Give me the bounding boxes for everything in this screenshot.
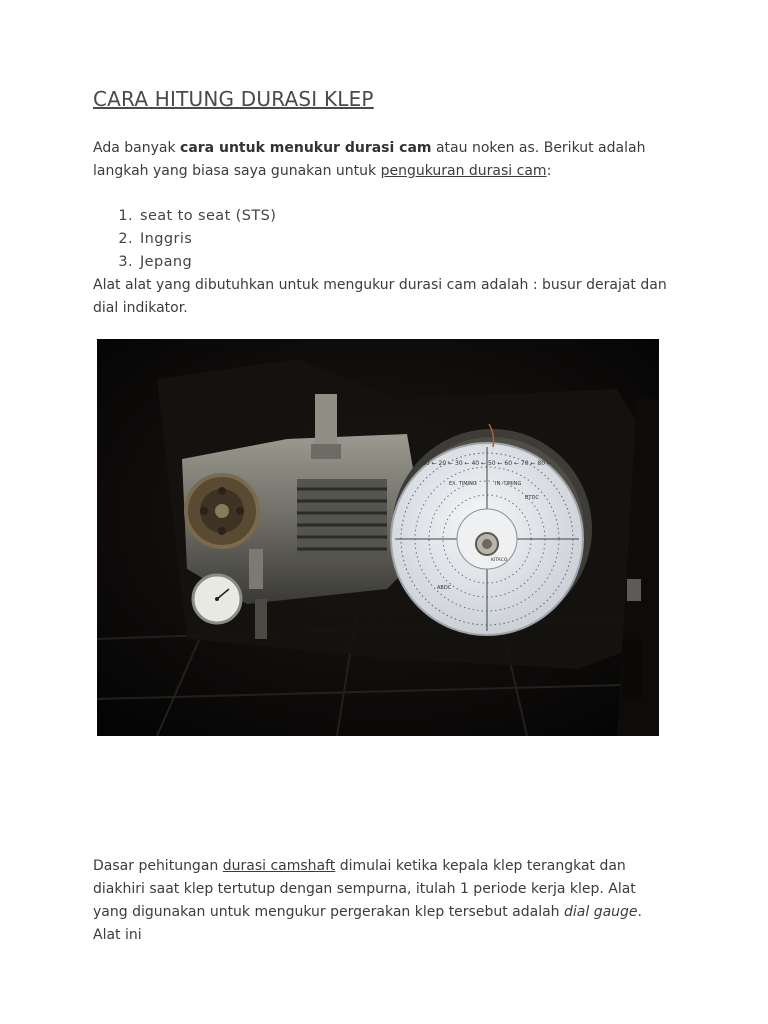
dasar-text-3: . Alat ini	[93, 904, 642, 943]
pengukuran-durasi-cam-link[interactable]: pengukuran durasi cam	[380, 163, 547, 179]
disc-scale-text: 10 ← 20 ← 30 ← 40 ← 50 ← 60 ← 70 ← 80 ←	[422, 460, 552, 467]
page-title: CARA HITUNG DURASI KLEP	[93, 87, 374, 111]
disc-center-label: KITACO	[491, 558, 508, 563]
disc-exh-label: EX. TIMING	[449, 481, 477, 487]
dasar-text-1: Dasar pehitungan	[93, 858, 223, 874]
dasar-text-2: dimulai ketika kepala klep terangkat dan diakhiri saat klep tertutup dengan sempurna, itulah 1 periode kerja klep. Alat yang digunakan untuk mengukur pergerakan klep tersebut adalah	[93, 858, 636, 920]
intro-bold-phrase: cara untuk menukur durasi cam	[180, 140, 432, 156]
dasar-paragraph	[93, 855, 668, 947]
intro-text-1: Ada banyak	[93, 140, 181, 156]
disc-btdc-label: BTDC	[525, 495, 539, 501]
intro-text-3: :	[546, 163, 552, 179]
intro-paragraph	[93, 137, 683, 183]
list-item: 2. Inggris	[138, 228, 276, 251]
list-item: 1. seat to seat (STS)	[138, 205, 276, 228]
disc-in-label: IN. TIMING	[495, 481, 522, 487]
list-item: 3. Jepang	[138, 251, 276, 274]
tools-paragraph: Alat alat yang dibutuhkan untuk mengukur durasi cam adalah : busur derajat dan dial indikator.	[93, 277, 667, 316]
method-list	[93, 205, 276, 274]
disc-abdc-label: ABDC	[437, 585, 452, 591]
dial-gauge-term: dial gauge	[564, 904, 638, 920]
durasi-camshaft-link[interactable]: durasi camshaft	[222, 858, 336, 874]
engine-degree-wheel-photo	[97, 339, 659, 736]
intro-text-2: atau noken as. Berikut adalah langkah yang biasa saya gunakan untuk	[93, 140, 646, 179]
